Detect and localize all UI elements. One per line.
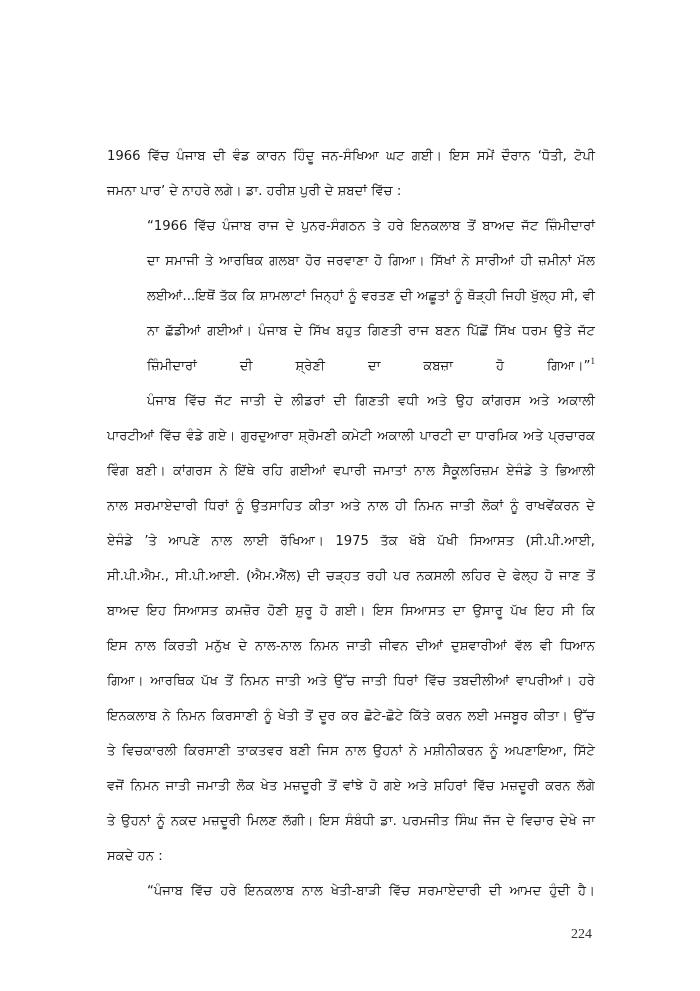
footnote-marker[interactable]: 1 xyxy=(590,356,595,366)
paragraph-1-line-2: ਜਮਨਾ ਪਾਰ’ ਦੇ ਨਾਹਰੇ ਲਗੇ। ਡਾ. ਹਰੀਸ਼ ਪੁਰੀ ਦੇ ਸ਼ਬਦਾਂ ਵਿੱਚ : xyxy=(107,184,402,199)
paragraph-2-line-3: ਵਿੰਗ ਬਣੀ। ਕਾਂਗਰਸ ਨੇ ਇੱਥੇ ਰਹਿ ਗਈਆਂ ਵਪਾਰੀ ਜਮਾਤਾਂ ਨਾਲ ਸੈਕੂਲਰਿਜ਼ਮ ਏਜੰਡੇ ਤੇ ਭਿਆਲੀ xyxy=(107,464,595,479)
paragraph-2-line-7: ਬਾਅਦ ਇਹ ਸਿਆਸਤ ਕਮਜ਼ੋਰ ਹੋਣੀ ਸ਼ੁਰੂ ਹੋ ਗਈ। ਇਸ ਸਿਆਸਤ ਦਾ ਉਸਾਰੂ ਪੱਖ ਇਹ ਸੀ ਕਿ xyxy=(107,604,595,619)
paragraph-2-line-8: ਇਸ ਨਾਲ ਕਿਰਤੀ ਮਨੁੱਖ ਦੇ ਨਾਲ-ਨਾਲ ਨਿਮਨ ਜਾਤੀ ਜੀਵਨ ਦੀਆਂ ਦੁਸ਼ਵਾਰੀਆਂ ਵੱਲ ਵੀ ਧਿਆਨ xyxy=(107,639,595,654)
paragraph-2-line-9: ਗਿਆ। ਆਰਥਿਕ ਪੱਖ ਤੋਂ ਨਿਮਨ ਜਾਤੀ ਅਤੇ ਉੱਚ ਜਾਤੀ ਧਿਰਾਂ ਵਿੱਚ ਤਬਦੀਲੀਆਂ ਵਾਪਰੀਆਂ। ਹਰੇ xyxy=(107,674,595,689)
paragraph-2-line-12: ਵਜੋਂ ਨਿਮਨ ਜਾਤੀ ਜਮਾਤੀ ਲੋਕ ਖੇਤ ਮਜ਼ਦੂਰੀ ਤੋਂ ਵਾਂਝੇ ਹੋ ਗਏ ਅਤੇ ਸ਼ਹਿਰਾਂ ਵਿੱਚ ਮਜ਼ਦੂਰੀ ਕਰਨ ਲੱਗੇ xyxy=(107,779,595,794)
quote-1-line-1: “1966 ਵਿੱਚ ਪੰਜਾਬ ਰਾਜ ਦੇ ਪੁਨਰ-ਸੰਗਠਨ ਤੇ ਹਰੇ ਇਨਕਲਾਬ ਤੋਂ ਬਾਅਦ ਜੱਟ ਜ਼ਿੰਮੀਦਾਰਾਂ xyxy=(147,219,595,234)
quote-2-line-1: “ਪੰਜਾਬ ਵਿੱਚ ਹਰੇ ਇਨਕਲਾਬ ਨਾਲ ਖੇਤੀ-ਬਾੜੀ ਵਿੱਚ ਸਰਮਾਏਦਾਰੀ ਦੀ ਆਮਦ ਹੁੰਦੀ ਹੈ। xyxy=(147,884,595,899)
paragraph-1-line-1: 1966 ਵਿੱਚ ਪੰਜਾਬ ਦੀ ਵੰਡ ਕਾਰਨ ਹਿੰਦੂ ਜਨ-ਸੰਖਿਆ ਘਟ ਗਈ। ਇਸ ਸਮੇਂ ਦੌਰਾਨ ‘ਧੋਤੀ, ਟੋਪੀ xyxy=(107,149,595,164)
paragraph-2-line-2: ਪਾਰਟੀਆਂ ਵਿੱਚ ਵੰਡੇ ਗਏ। ਗੁਰਦੁਆਰਾ ਸ਼੍ਰੋਮਣੀ ਕਮੇਟੀ ਅਕਾਲੀ ਪਾਰਟੀ ਦਾ ਧਾਰਮਿਕ ਅਤੇ ਪ੍ਰਚਾਰਕ xyxy=(107,429,595,444)
page-number: 224 xyxy=(571,927,592,942)
paragraph-2-line-10: ਇਨਕਲਾਬ ਨੇ ਨਿਮਨ ਕਿਰਸਾਣੀ ਨੂੰ ਖੇਤੀ ਤੋਂ ਦੂਰ ਕਰ ਛੋਟੇ-ਛੋਟੇ ਕਿੱਤੇ ਕਰਨ ਲਈ ਮਜਬੂਰ ਕੀਤਾ। ਉੱਚ xyxy=(107,709,595,724)
quote-1-line-4: ਨਾ ਛੱਡੀਆਂ ਗਈਆਂ। ਪੰਜਾਬ ਦੇ ਸਿੱਖ ਬਹੁਤ ਗਿਣਤੀ ਰਾਜ ਬਣਨ ਪਿੱਛੋਂ ਸਿੱਖ ਧਰਮ ਉਤੇ ਜੱਟ xyxy=(147,324,595,339)
paragraph-2-line-1: ਪੰਜਾਬ ਵਿੱਚ ਜੱਟ ਜਾਤੀ ਦੇ ਲੀਡਰਾਂ ਦੀ ਗਿਣਤੀ ਵਧੀ ਅਤੇ ਉਹ ਕਾਂਗਰਸ ਅਤੇ ਅਕਾਲੀ xyxy=(147,394,595,409)
paragraph-2-line-13: ਤੇ ਉਹਨਾਂ ਨੂੰ ਨਕਦ ਮਜ਼ਦੂਰੀ ਮਿਲਣ ਲੱਗੀ। ਇਸ ਸੰਬੰਧੀ ਡਾ. ਪਰਮਜੀਤ ਸਿੰਘ ਜੱਜ ਦੇ ਵਿਚਾਰ ਦੇਖੇ ਜਾ xyxy=(107,814,595,829)
paragraph-2-line-6: ਸੀ.ਪੀ.ਐਮ., ਸੀ.ਪੀ.ਆਈ. (ਐਮ.ਐੱਲ) ਦੀ ਚੜ੍ਹਤ ਰਹੀ ਪਰ ਨਕਸਲੀ ਲਹਿਰ ਦੇ ਫੇਲ੍ਹ ਹੋ ਜਾਣ ਤੋਂ xyxy=(107,569,595,584)
paragraph-2-line-14: ਸਕਦੇ ਹਨ : xyxy=(107,849,163,864)
paragraph-2-line-11: ਤੇ ਵਿਚਕਾਰਲੀ ਕਿਰਸਾਣੀ ਤਾਕਤਵਰ ਬਣੀ ਜਿਸ ਨਾਲ ਉਹਨਾਂ ਨੇ ਮਸ਼ੀਨੀਕਰਨ ਨੂੰ ਅਪਣਾਇਆ, ਸਿੱਟੇ xyxy=(107,744,595,759)
paragraph-2-line-4: ਨਾਲ ਸਰਮਾਏਦਾਰੀ ਧਿਰਾਂ ਨੂੰ ਉਤਸਾਹਿਤ ਕੀਤਾ ਅਤੇ ਨਾਲ ਹੀ ਨਿਮਨ ਜਾਤੀ ਲੋਕਾਂ ਨੂੰ ਰਾਖਵੇਂਕਰਨ ਦੇ xyxy=(107,499,595,514)
quote-1-line-2: ਦਾ ਸਮਾਜੀ ਤੇ ਆਰਥਿਕ ਗਲਬਾ ਹੋਰ ਜਰਵਾਣਾ ਹੋ ਗਿਆ। ਸਿੱਖਾਂ ਨੇ ਸਾਰੀਆਂ ਹੀ ਜ਼ਮੀਨਾਂ ਮੱਲ xyxy=(147,254,595,269)
paragraph-2-line-5: ਏਜੰਡੇ ’ਤੇ ਆਪਣੇ ਨਾਲ ਲਾਈ ਰੱਖਿਆ। 1975 ਤੱਕ ਖੱਬੇ ਪੱਖੀ ਸਿਆਸਤ (ਸੀ.ਪੀ.ਆਈ, xyxy=(107,534,595,549)
quote-1-last-text: ਜ਼ਿੰਮੀਦਾਰਾਂ ਦੀ ਸ਼੍ਰੇਣੀ ਦਾ ਕਬਜ਼ਾ ਹੋ ਗਿਆ।” xyxy=(147,359,591,374)
quote-1-line-5 xyxy=(147,357,595,377)
quote-1-line-3: ਲਈਆਂ...ਇਥੋਂ ਤੱਕ ਕਿ ਸ਼ਾਮਲਾਟਾਂ ਜਿਨ੍ਹਾਂ ਨੂੰ ਵਰਤਣ ਦੀ ਅਛੂਤਾਂ ਨੂੰ ਥੋੜ੍ਹੀ ਜਿਹੀ ਖੁੱਲ੍ਹ ਸੀ, ਵੀ xyxy=(147,289,595,304)
